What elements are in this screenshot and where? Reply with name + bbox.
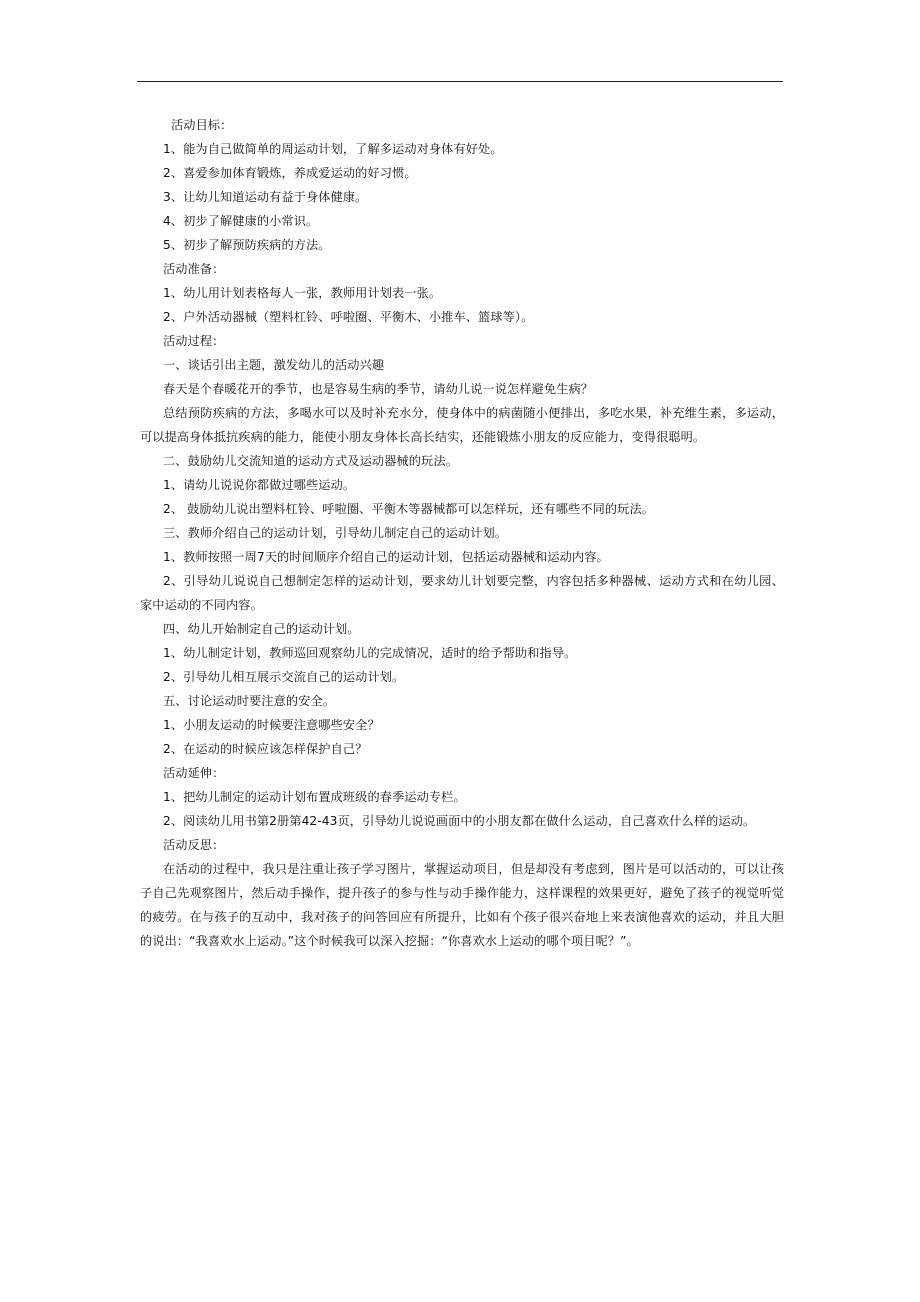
step5-item: 2、在运动的时候应该怎样保护自己？ [163,742,368,756]
step4-item: 1、幼儿制定计划，教师巡回观察幼儿的完成情况，适时的给予帮助和指导。 [163,646,577,660]
goal-item: 5、初步了解预防疾病的方法。 [163,238,331,252]
goal-item: 3、让幼儿知道运动有益于身体健康。 [163,190,368,204]
goal-item: 4、初步了解健康的小常识。 [163,214,319,228]
prep-item: 1、幼儿用计划表格每人一张，教师用计划表一张。 [163,286,442,300]
goal-item: 2、喜爱参加体育锻炼，养成爱运动的好习惯。 [163,166,417,180]
extension-item: 2、阅读幼儿用书第2册第42-43页，引导幼儿说说画面中的小朋友都在做什么运动，自己喜欢什么样的运动。 [163,814,756,828]
goal-item: 1、能为自己做简单的周运动计划，了解多运动对身体有好处。 [163,142,503,156]
step3-item: 1、教师按照一周7天的时间顺序介绍自己的运动计划，包括运动器械和运动内容。 [163,550,609,564]
header-rule [137,81,783,82]
step2-title: 二、鼓励幼儿交流知道的运动方式及运动器械的玩法。 [163,454,458,468]
step3-title: 三、教师介绍自己的运动计划，引导幼儿制定自己的运动计划。 [163,526,508,540]
goals-heading: 活动目标： [171,118,233,132]
prep-item: 2、户外活动器械（塑料杠铃、呼啦圈、平衡木、小推车、篮球等）。 [163,310,534,324]
reflection-heading: 活动反思： [163,838,225,852]
extension-heading: 活动延伸： [163,766,225,780]
step1-title: 一、谈话引出主题，激发幼儿的活动兴趣 [163,358,385,372]
step4-item: 2、引导幼儿相互展示交流自己的运动计划。 [163,670,405,684]
reflection-paragraph: 在活动的过程中，我只是注重让孩子学习图片，掌握运动项目，但是却没有考虑到，图片是可以活动的，可以让孩子自己先观察图片，然后动手操作，提升孩子的参与性与动手操作能力，这样课程的效果更好，避免了孩子的视觉听觉的疲劳。在与孩子的互动中，我对孩子的问答回应有所提升，比如有个孩子很兴奋地上来表演他喜欢的运动，并且大胆的说出：“我喜欢水上运动。”这个时候我可以深入挖掘：“你喜欢水上运动的哪个项目呢？”。 [140,862,784,948]
step1-line: 春天是个春暖花开的季节，也是容易生病的季节，请幼儿说一说怎样避免生病？ [163,382,594,396]
process-heading: 活动过程： [163,334,225,348]
prep-heading: 活动准备： [163,262,225,276]
step5-title: 五、讨论运动时要注意的安全。 [163,694,336,708]
step3-paragraph: 2、引导幼儿说说自己想制定怎样的运动计划，要求幼儿计划要完整，内容包括多种器械、运动方式和在幼儿园、家中运动的不同内容。 [140,574,784,612]
extension-item: 1、把幼儿制定的运动计划布置成班级的春季运动专栏。 [163,790,466,804]
step1-paragraph: 总结预防疾病的方法，多喝水可以及时补充水分，使身体中的病菌随小便排出，多吃水果，补充维生素，多运动，可以提高身体抵抗疾病的能力，能使小朋友身体长高长结实，还能锻炼小朋友的反应能力，变得很聪明。 [140,406,784,444]
step4-title: 四、幼儿开始制定自己的运动计划。 [163,622,360,636]
step5-item: 1、小朋友运动的时候要注意哪些安全？ [163,718,380,732]
step2-item: 1、请幼儿说说你都做过哪些运动。 [163,478,356,492]
step2-item: 2、 鼓励幼儿说出塑料杠铃、呼啦圈、平衡木等器械都可以怎样玩，还有哪些不同的玩法。 [163,502,655,516]
document-body [140,113,784,953]
